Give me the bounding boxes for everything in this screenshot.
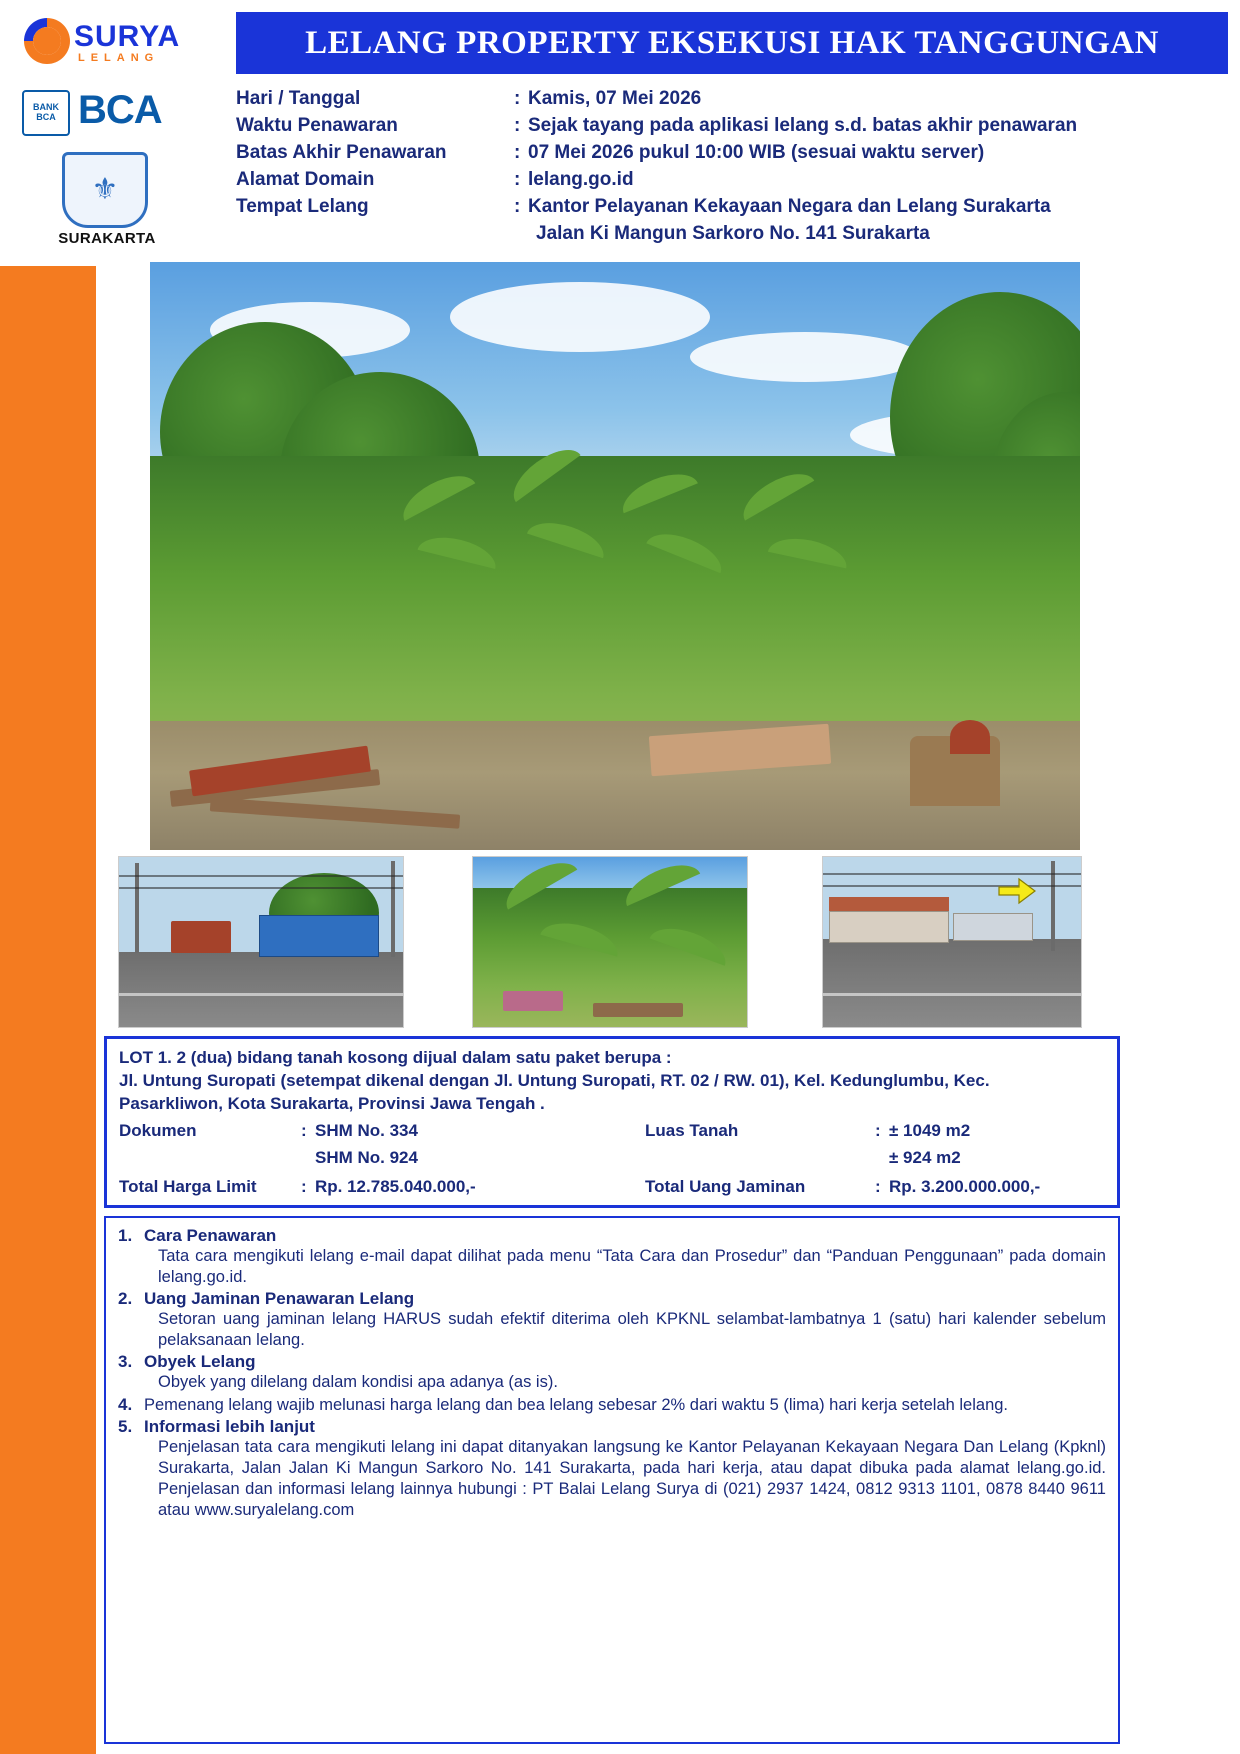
document-label: Dokumen [119,1120,197,1140]
document-colon-2 [301,1147,315,1170]
lot-details-box [104,1036,1120,1208]
info-value: 07 Mei 2026 pukul 10:00 WIB (sesuai waktu server) [528,142,985,163]
thumbnail-photo-1 [118,856,404,1028]
thumbnail-photo-3 [822,856,1082,1028]
thumb-building [829,911,949,943]
thumb-road [119,952,403,1027]
term-text: Setoran uang jaminan lelang HARUS sudah efektif diterima oleh KPKNL selambat-lambatnya 1 (satu) hari kalender sebelum pelaksanaan lelang. [158,1310,1106,1350]
lot-address-line-1: Jl. Untung Suropati (setempat dikenal dengan Jl. Untung Suropati, RT. 02 / RW. 01), Kel. Kedunglumbu, Kec. [119,1070,990,1090]
limit-value: Rp. 12.785.040.000,- [315,1176,476,1196]
limit-label: Total Harga Limit [119,1176,257,1196]
document-colon: : [301,1120,307,1140]
surya-logo-word: SURYA [74,20,181,53]
term-text: Tata cara mengikuti lelang e-mail dapat dilihat pada menu “Tata Cara dan Prosedur” dan “Panduan Penggunaan” pada domain lelang.go.id. [158,1247,1106,1287]
info-label: Alamat Domain [236,169,375,190]
thumb-wire [823,873,1081,875]
emblem-shield-icon [62,152,148,228]
term-number: 5. [118,1416,133,1436]
thumb-wire [119,887,403,889]
surya-sun-icon [33,27,61,55]
thumb-wire [119,875,403,877]
photo-cloud [450,282,710,352]
info-colon: : [514,169,521,190]
area-label: Luas Tanah [645,1120,739,1140]
info-colon: : [514,196,521,217]
term-item [118,1352,1106,1393]
document-value-2: SHM No. 924 [315,1147,418,1167]
info-value: Kantor Pelayanan Kekayaan Negara dan Lelang Surakarta [528,196,1051,217]
guarantee-colon: : [875,1176,881,1196]
info-label: Waktu Penawaran [236,115,398,136]
document-label-2 [119,1147,301,1170]
photo-marker [950,720,990,754]
term-number: 1. [118,1226,133,1245]
lot-title: LOT 1. 2 (dua) bidang tanah kosong dijual dalam satu paket berupa : [119,1048,672,1067]
info-row [236,196,1236,218]
term-text: Obyek yang dilelang dalam kondisi apa adanya (as is). [158,1373,558,1392]
bca-mark-icon: BANK BCA [22,90,70,136]
term-item [118,1395,1106,1416]
header-banner [236,12,1228,74]
surakarta-emblem [52,152,162,252]
term-number: 2. [118,1289,133,1309]
term-item [118,1289,1106,1351]
surya-logo-subtitle: LELANG [78,52,160,64]
guarantee-label: Total Uang Jaminan [645,1176,806,1196]
bca-logo-word: BCA [78,88,162,132]
info-label: Batas Akhir Penawaran [236,142,447,163]
info-row [236,88,1236,110]
info-label: Hari / Tanggal [236,88,361,109]
term-text: Penjelasan tata cara mengikuti lelang ini dapat ditanyakan langsung ke Kantor Pelayanan Kekayaan Negara Dan Lelang (Kpknl) Surakarta, Jalan Jalan Ki Mangun Sarkoro No. 141 Surakarta, pada hari kerja, atau dapat dibuka pada alamat lelang.go.id. Penjelasan dan informasi lelang lainnya hubungi : PT Balai Lelang Surya di (021) 2937 1424, 0812 9313 1101, 0878 8440 9611 atau www.suryalelang.com [158,1437,1106,1519]
thumb-road [823,939,1081,1027]
emblem-label: SURAKARTA [58,230,156,247]
thumb-building [953,913,1033,941]
document-value-1: SHM No. 334 [315,1120,418,1140]
info-colon: : [514,142,521,163]
info-colon: : [514,88,521,109]
info-row [236,115,1236,137]
term-heading: Cara Penawaran [144,1226,277,1245]
info-value: Kamis, 07 Mei 2026 [528,88,702,109]
page-title: LELANG PROPERTY EKSEKUSI HAK TANGGUNGAN [305,24,1159,61]
term-item [118,1417,1106,1521]
info-value: Sejak tayang pada aplikasi lelang s.d. batas akhir penawaran [528,115,1078,136]
thumb-wire [823,885,1081,887]
area-label-2 [645,1147,875,1170]
main-property-photo [150,262,1080,850]
thumb-debris [503,991,563,1011]
term-heading: Obyek Lelang [144,1352,256,1372]
terms-box [104,1216,1120,1744]
left-sidebar [0,266,96,1754]
lot-row-price [119,1176,1105,1199]
bca-logo [22,88,202,140]
lot-row-document-2 [119,1147,1105,1170]
term-heading: Uang Jaminan Penawaran Lelang [144,1289,415,1309]
photo-cloud [690,332,920,382]
thumb-vehicle [171,921,231,953]
term-item [118,1226,1106,1288]
area-colon-2 [875,1147,889,1170]
info-label: Tempat Lelang [236,196,369,217]
area-value-2: ± 924 m2 [889,1147,961,1167]
limit-colon: : [301,1176,307,1196]
term-number: 4. [118,1394,133,1414]
thumb-debris [593,1003,683,1017]
thumb-road-line [119,993,403,996]
thumb-truck [259,915,379,957]
term-text: Pemenang lelang wajib melunasi harga lelang dan bea lelang sebesar 2% dari waktu 5 (lima) hari kerja setelah lelang. [144,1395,1009,1414]
thumb-road-line [823,993,1081,996]
guarantee-value: Rp. 3.200.000.000,- [889,1176,1041,1196]
lot-address-line-2: Pasarkliwon, Kota Surakarta, Provinsi Jawa Tengah . [119,1093,545,1113]
info-row [236,142,1236,164]
auction-info-block [236,88,1236,245]
term-heading: Informasi lebih lanjut [144,1416,315,1436]
surya-logo [18,16,218,72]
info-row [236,169,1236,191]
area-colon: : [875,1120,881,1140]
thumbnail-photo-2 [472,856,748,1028]
emblem-crest-icon: ⚜ [91,173,119,206]
info-value-domain[interactable]: lelang.go.id [528,169,634,190]
area-value-1: ± 1049 m2 [889,1120,971,1140]
info-continuation: Jalan Ki Mangun Sarkoro No. 141 Surakarta [536,223,930,244]
lot-row-document [119,1120,1105,1143]
term-number: 3. [118,1352,133,1372]
info-colon: : [514,115,521,136]
location-arrow-icon [997,877,1037,905]
